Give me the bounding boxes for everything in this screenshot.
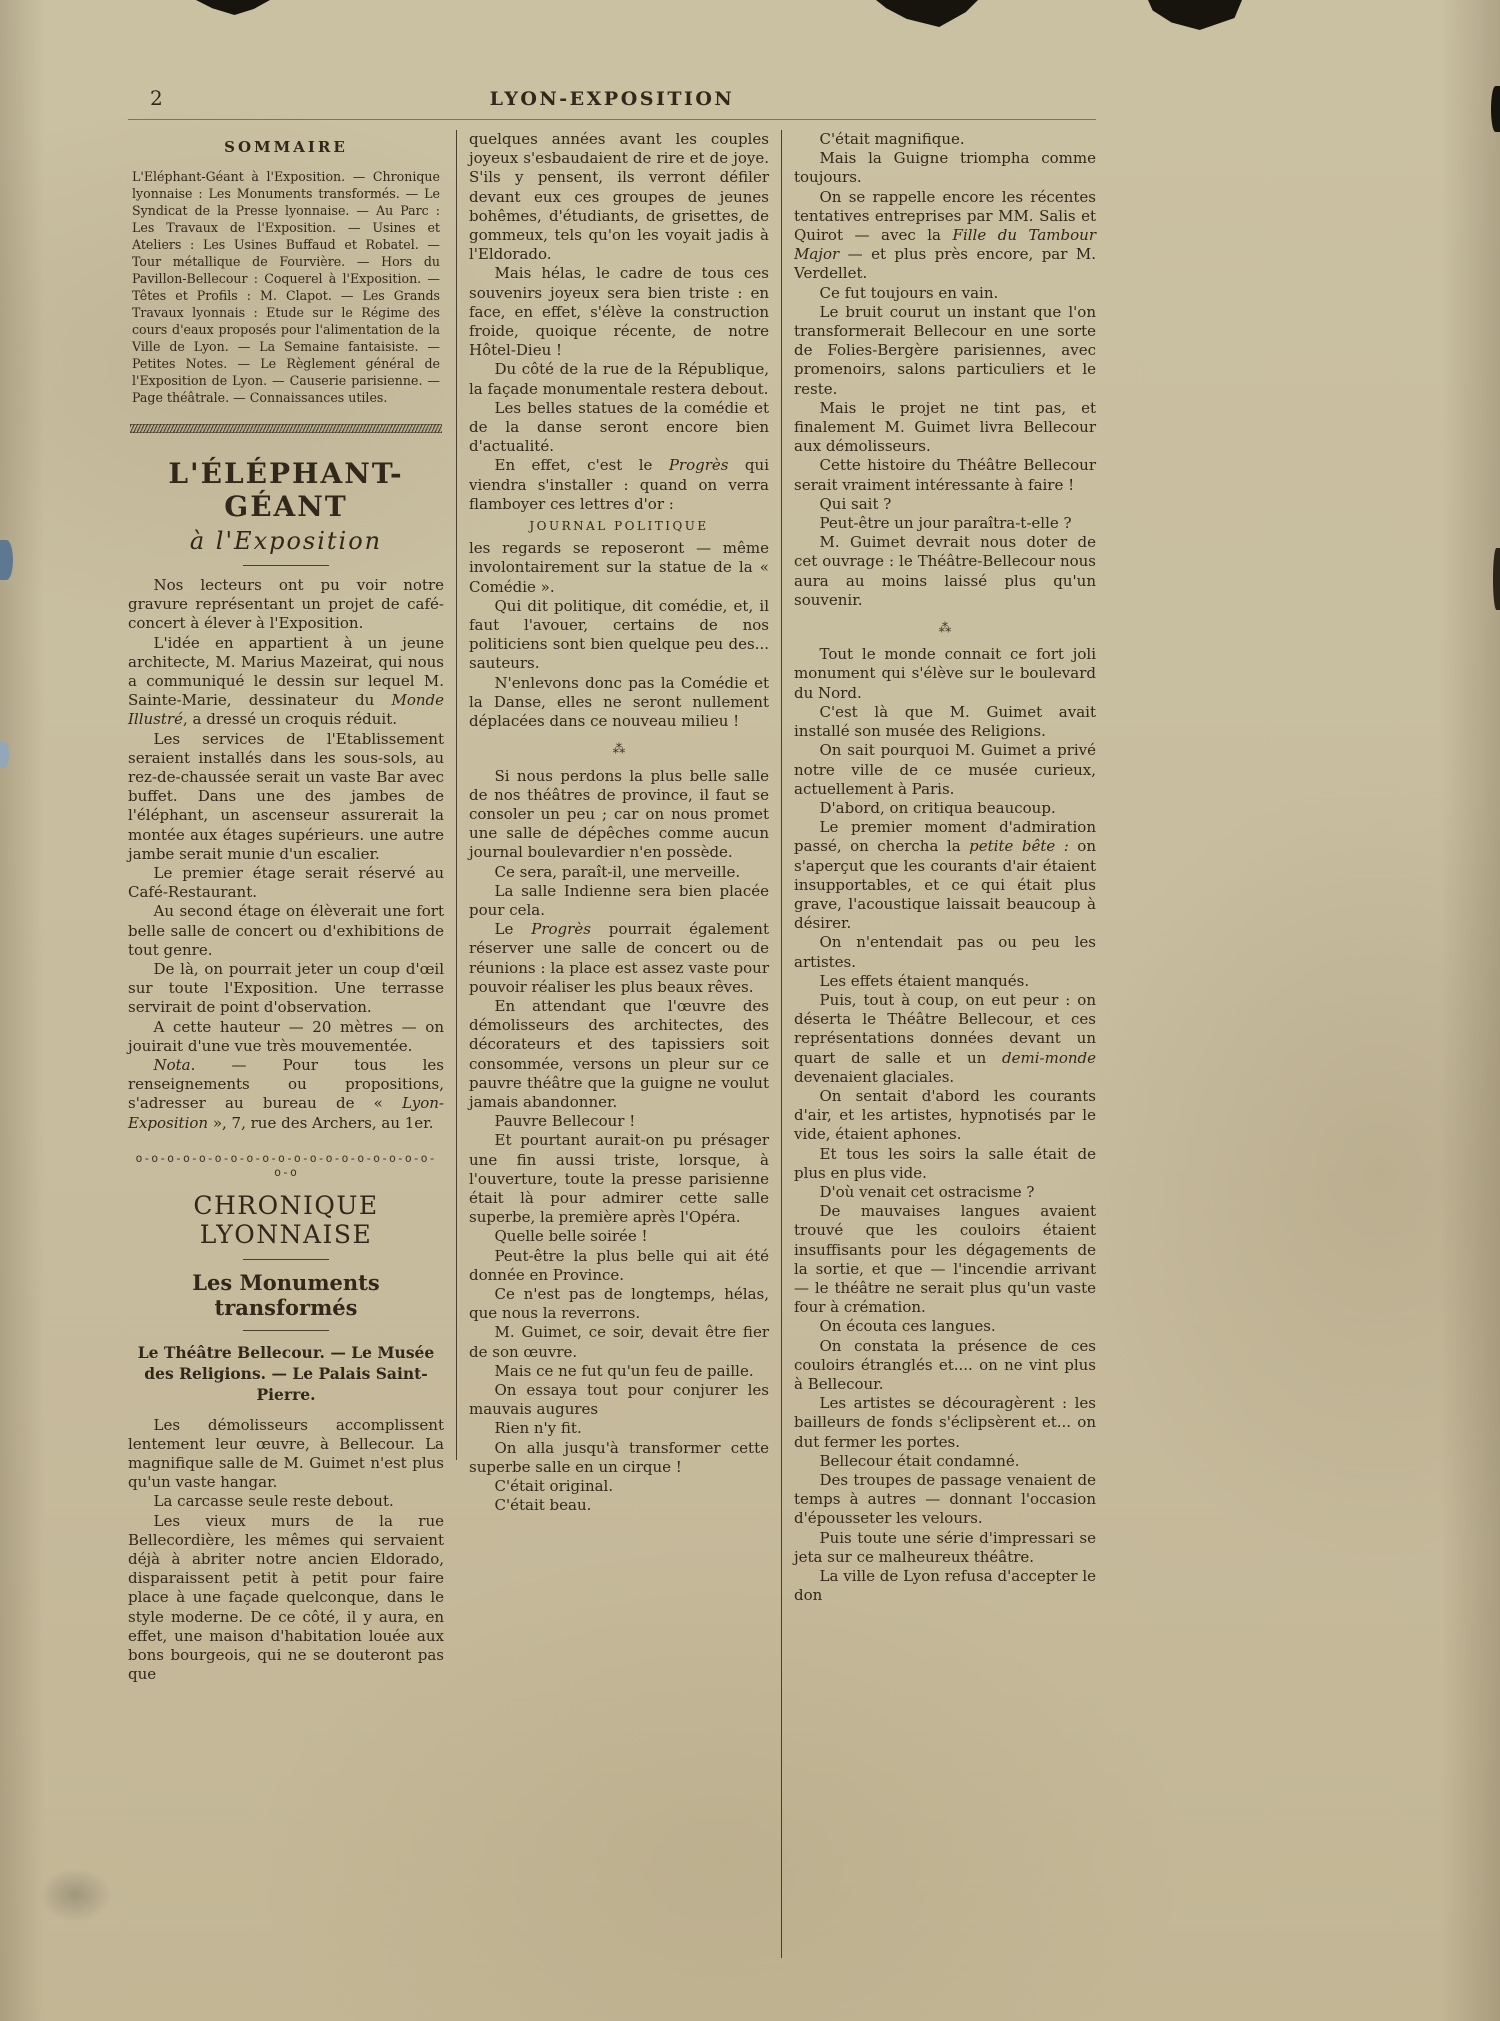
title-rule xyxy=(243,565,329,566)
paragraph: L'idée en appartient à un jeune architecte, M. Marius Mazeirat, qui nous a communiqué le dessin sur lequel M. Sainte-Marie, dessinateur du Monde Illustré, a dressé un croquis réduit. xyxy=(128,633,444,729)
paragraph: On sentait d'abord les courants d'air, et les artistes, hypnotisés par le vide, étaient aphones. xyxy=(794,1086,1096,1144)
paragraph: On sait pourquoi M. Guimet a privé notre ville de ce musée curieux, actuellement à Paris. xyxy=(794,741,1096,798)
paragraph: M. Guimet devrait nous doter de cet ouvrage : le Théâtre-Bellecour nous aura au moins laissé plus qu'un souvenir. xyxy=(794,533,1096,609)
paragraph: Le bruit courut un instant que l'on transformerait Bellecour en une sorte de Folies-Bergère parisiennes, avec promenoirs, salons particuliers et le reste. xyxy=(794,302,1096,398)
paragraph: quelques années avant les couples joyeux s'esbaudaient de rire et de joye. S'ils y pensent, ils verront défiler devant eux ces groupes de jeunes bohêmes, d'étudiants, de grisettes, de gommeux, tels qu'on les voyait jadis à l'Eldorado. xyxy=(469,130,769,264)
edge-ink-stain xyxy=(1491,86,1500,132)
paragraph: La ville de Lyon refusa d'accepter le don xyxy=(794,1567,1096,1605)
paragraph: On constata la présence de ces couloirs étranglés et.... on ne vint plus à Bellecour. xyxy=(794,1336,1096,1393)
paragraph: C'était beau. xyxy=(494,1496,592,1515)
paragraph: Puis toute une série d'impressari se jeta sur ce malheureux théâtre. xyxy=(794,1528,1096,1566)
paragraph: Des troupes de passage venaient de temps à autres — donnant l'occasion d'épousseter les velours. xyxy=(794,1471,1096,1528)
centered-caption: JOURNAL POLITIQUE xyxy=(529,519,709,534)
article-body xyxy=(128,576,444,1133)
sommaire-body: L'Eléphant-Géant à l'Exposition. — Chronique lyonnaise : Les Monuments transformés. — Le Syndicat de la Presse lyonnaise. — Au Parc : Les Travaux de l'Exposition. — Usines et Ateliers : Les Usines Buffaud et Robatel. — Tour métallique de Fourvière. — Hors du Pavillon-Bellecour : Coquerel à l'Exposition. — Têtes et Profils : M. Clapot. — Les Grands Travaux lyonnais : Etude sur le Régime des cours d'eaux proposés pour l'alimentation de la Ville de Lyon. — La Semaine fantaisiste. — Petites Notes. — Le Règlement général de l'Exposition de Lyon. — Causerie parisienne. — Page théâtrale. — Connaissances utiles. xyxy=(132,169,440,405)
edge-ink-stain xyxy=(1493,548,1500,610)
paragraph: Le premier étage serait réservé au Café-Restaurant. xyxy=(128,864,444,902)
column-1 xyxy=(128,130,444,1975)
page-columns xyxy=(128,130,1096,1975)
paragraph: De là, on pourrait jeter un coup d'œil sur toute l'Exposition. Une terrasse servirait de point d'observation. xyxy=(128,960,444,1017)
paragraph: Ce sera, paraît-il, une merveille. xyxy=(494,862,741,881)
paragraph: On alla jusqu'à transformer cette superbe salle en un cirque ! xyxy=(469,1438,769,1476)
sommaire-section xyxy=(128,138,444,406)
paragraph: Tout le monde connait ce fort joli monument qui s'élève sur le boulevard du Nord. xyxy=(794,645,1096,702)
paragraph: Qui sait ? xyxy=(819,494,892,513)
paragraph: C'était magnifique. xyxy=(819,130,965,148)
paragraph: Le Progrès pourrait également réserver une salle de concert ou de réunions : la place est assez vaste pour pouvoir réaliser les plus beaux rêves. xyxy=(469,920,770,996)
paragraph: La salle Indienne sera bien placée pour cela. xyxy=(469,881,769,919)
paragraph: Mais hélas, le cadre de tous ces souvenirs joyeux sera bien triste : en face, en effet, s'élève la construction froide, quoique récente, de notre Hôtel-Dieu ! xyxy=(469,264,769,360)
column-rule-1 xyxy=(456,130,457,1460)
paragraph: Peut-être un jour paraîtra-t-elle ? xyxy=(819,514,1072,533)
paragraph: Bellecour était condamné. xyxy=(819,1451,1020,1470)
paragraph: Les artistes se découragèrent : les bailleurs de fonds s'éclipsèrent et... on dut fermer les portes. xyxy=(794,1394,1096,1451)
blue-paper-stain xyxy=(0,540,13,580)
torn-edge-mark xyxy=(876,0,978,27)
paragraph: Le premier moment d'admiration passé, on chercha la petite bête : on s'aperçut que les courants d'air étaient insupportables, et ce qui était plus grave, l'acoustique laissait beaucoup à désirer. xyxy=(794,818,1096,933)
asterism-divider: ⁂ xyxy=(938,621,952,637)
paragraph: Les belles statues de la comédie et de la danse seront encore bien d'actualité. xyxy=(469,398,769,456)
paragraph: D'où venait cet ostracisme ? xyxy=(819,1182,1035,1201)
blue-paper-stain xyxy=(0,742,9,768)
paragraph: Qui dit politique, dit comédie, et, il faut l'avouer, certains de nos politiciens sont bien quelque peu des... sauteurs. xyxy=(469,596,769,673)
article-rubric: Le Théâtre Bellecour. — Le Musée des Religions. — Le Palais Saint-Pierre. xyxy=(137,1342,435,1404)
subtitle-rule xyxy=(243,1330,329,1331)
paragraph: On n'entendait pas ou peu les artistes. xyxy=(794,933,1096,971)
paragraph: Quelle belle soirée ! xyxy=(494,1227,648,1246)
smudge-stain xyxy=(38,1868,112,1922)
masthead-title: LYON-EXPOSITION xyxy=(489,88,735,110)
paragraph: Peut-être la plus belle qui ait été donnée en Province. xyxy=(469,1246,769,1284)
paragraph: Au second étage on élèverait une fort belle salle de concert ou d'exhibitions de tout genre. xyxy=(128,902,444,959)
paragraph: D'abord, on critiqua beaucoup. xyxy=(819,798,1056,817)
column-3-body xyxy=(794,130,1096,1605)
sommaire-title: SOMMAIRE xyxy=(224,138,348,156)
paragraph: En attendant que l'œuvre des démolisseurs des architectes, des décorateurs et des tapissiers soit consommée, versons un pleur sur ce pauvre théâtre que la guigne ne voulut jamais abandonner. xyxy=(469,996,769,1111)
paragraph: les regards se reposeront — même involontairement sur la statue de la « Comédie ». xyxy=(469,539,769,596)
paragraph: Mais ce ne fut qu'un feu de paille. xyxy=(494,1361,754,1380)
chain-divider: o-o-o-o-o-o-o-o-o-o-o-o-o-o-o-o-o-o-o-o-o xyxy=(135,1150,437,1179)
hatched-divider xyxy=(130,424,442,433)
paragraph: Puis, tout à coup, on eut peur : on déserta le Théâtre Bellecour, et ces représentations données devant un quart de salle et un demi-monde devenaient glaciales. xyxy=(794,990,1096,1086)
paragraph: Ce n'est pas de longtemps, hélas, que nous la reverrons. xyxy=(469,1284,769,1323)
paragraph: Nos lecteurs ont pu voir notre gravure représentant un projet de café-concert à élever à l'Exposition. xyxy=(128,576,444,633)
paragraph: A cette hauteur — 20 mètres — on jouirait d'une vue très mouvementée. xyxy=(128,1017,444,1055)
paragraph: Les effets étaient manqués. xyxy=(819,971,1030,990)
paragraph: La carcasse seule reste debout. xyxy=(153,1492,394,1511)
article-title: L'ÉLÉPHANT-GÉANT xyxy=(168,457,404,523)
paragraph: Les services de l'Etablissement seraient installés dans les sous-sols, au rez-de-chaussée serait un vaste Bar avec buffet. Dans une des jambes de l'éléphant, un ascenseur assurerait la montée aux étages supérieurs. une autre jambe serait munie d'un escalier. xyxy=(128,729,444,863)
paragraph: Et pourtant aurait-on pu présager une fin aussi triste, lorsque, à l'ouverture, toute la presse parisienne était là pour admirer cette salle superbe, la première après l'Opéra. xyxy=(469,1131,769,1227)
paragraph: Mais la Guigne triompha comme toujours. xyxy=(794,149,1096,187)
article-elephant-geant xyxy=(128,457,444,1133)
article-chronique-lyonnaise xyxy=(128,1191,444,1685)
page-number: 2 xyxy=(150,86,163,110)
paragraph: Et tous les soirs la salle était de plus en plus vide. xyxy=(794,1144,1096,1182)
paragraph: Ce fut toujours en vain. xyxy=(819,283,999,302)
paragraph: En effet, c'est le Progrès qui viendra s'installer : quand on verra flamboyer ces lettres d'or : xyxy=(469,456,769,513)
paragraph: De mauvaises langues avaient trouvé que les couloirs étaient insuffisants pour les dégagements de la sortie, et que — l'incendie arrivant — le théâtre ne serait plus qu'un vaste four à crémation. xyxy=(794,1202,1096,1317)
paragraph: Les vieux murs de la rue Bellecordière, les mêmes qui servaient déjà à abriter notre ancien Eldorado, disparaissent petit à petit pour faire place à une façade quelconque, dans le style moderne. De ce côté, il y aura, en effet, une maison d'habitation louée aux bons bourgeois, qui ne se douteront pas que xyxy=(128,1511,444,1684)
paragraph: Si nous perdons la plus belle salle de nos théâtres de province, il faut se consoler un peu ; car on nous promet une salle de dépêches comme aucun journal boulevardier n'en possède. xyxy=(469,766,769,862)
column-rule-2 xyxy=(781,130,782,1958)
paragraph: Mais le projet ne tint pas, et finalement M. Guimet livra Bellecour aux démolisseurs. xyxy=(794,398,1096,456)
torn-edge-mark xyxy=(1148,0,1242,30)
paragraph: Cette histoire du Théâtre Bellecour serait vraiment intéressante à faire ! xyxy=(794,456,1096,494)
paragraph: Pauvre Bellecour ! xyxy=(494,1112,636,1131)
column-2 xyxy=(469,130,769,1975)
column-2-body xyxy=(469,130,769,1515)
paragraph: M. Guimet, ce soir, devait être fier de son œuvre. xyxy=(469,1323,769,1361)
paragraph: On se rappelle encore les récentes tentatives entreprises par MM. Salis et Quirot — avec la Fille du Tambour Major — et plus près encore, par M. Verdellet. xyxy=(794,187,1096,283)
paragraph: Nota. — Pour tous les renseignements ou propositions, s'adresser au bureau de « Lyon-Exposition », 7, rue des Archers, au 1er. xyxy=(128,1056,444,1132)
paragraph: Les démolisseurs accomplissent lentement leur œuvre, à Bellecour. La magnifique salle de M. Guimet n'est plus qu'un vaste hangar. xyxy=(128,1415,444,1492)
paragraph: C'est là que M. Guimet avait installé son musée des Religions. xyxy=(794,702,1096,741)
paragraph: Rien n'y fit. xyxy=(494,1419,582,1438)
section-title: CHRONIQUE LYONNAISE xyxy=(193,1190,379,1249)
article-subtitle: Les Monuments transformés xyxy=(192,1269,380,1320)
paragraph: Du côté de la rue de la République, la façade monumentale restera debout. xyxy=(469,360,769,398)
section-rule xyxy=(243,1259,329,1260)
paragraph: On écouta ces langues. xyxy=(819,1317,996,1336)
paragraph: N'enlevons donc pas la Comédie et la Danse, elles ne seront nullement déplacées dans ce nouveau milieu ! xyxy=(469,673,769,731)
asterism-divider: ⁂ xyxy=(612,742,626,758)
torn-edge-mark xyxy=(196,0,270,15)
header-rule xyxy=(128,119,1096,120)
column-3 xyxy=(794,130,1096,1975)
paragraph: C'était original. xyxy=(494,1477,614,1496)
paragraph: On essaya tout pour conjurer les mauvais augures xyxy=(469,1381,769,1419)
article-subtitle: à l'Exposition xyxy=(189,527,383,555)
article-body xyxy=(128,1416,444,1685)
